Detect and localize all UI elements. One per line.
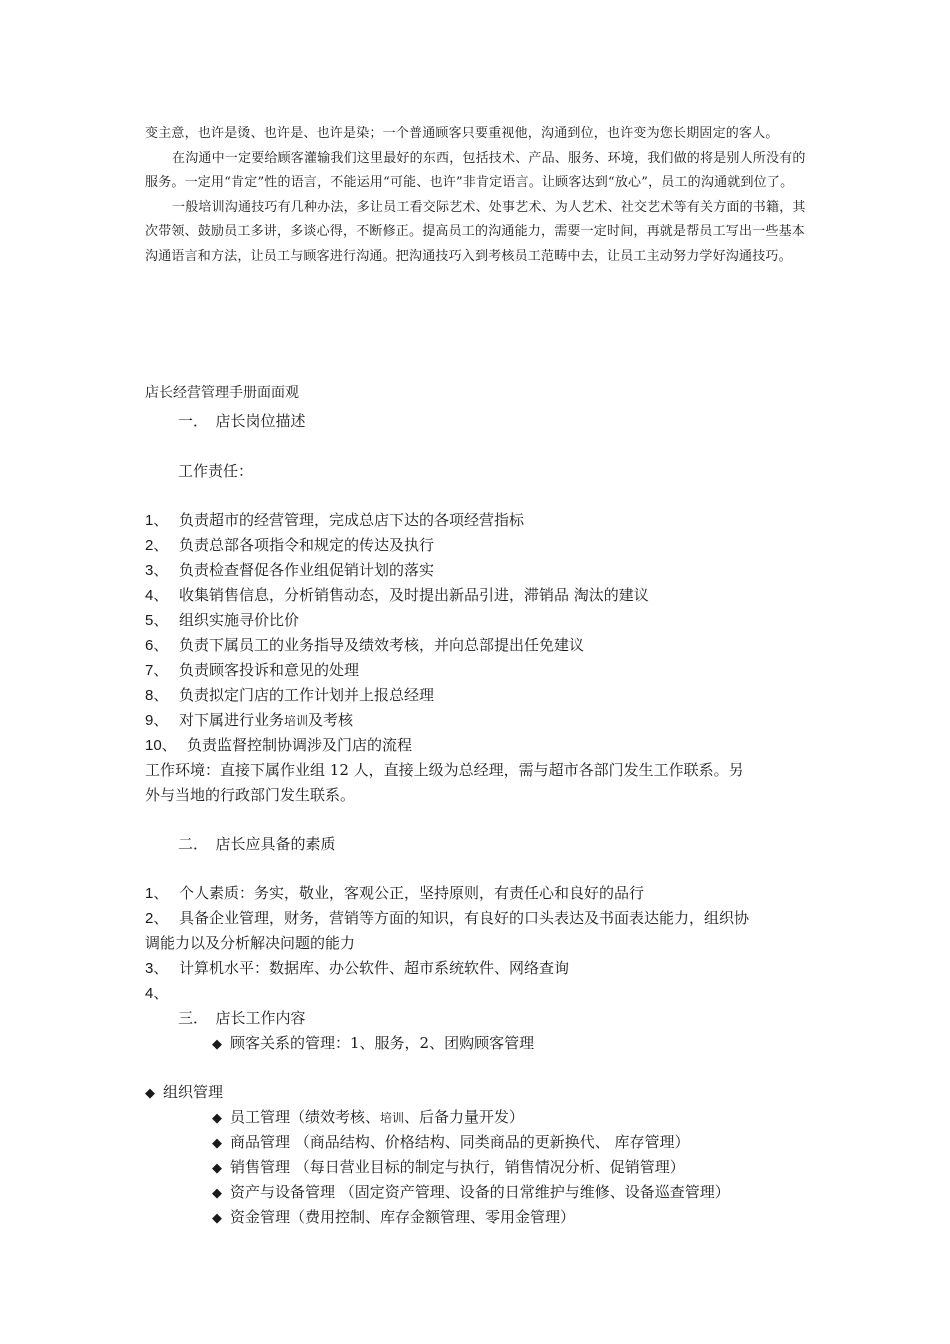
duty-text: 负责拟定门店的工作计划并上报总经理 — [179, 686, 435, 704]
duty-number: 10、 — [145, 737, 177, 754]
duty-text: 负责下属员工的业务指导及绩效考核，并向总部提出任免建议 — [179, 636, 585, 654]
duty-text: 负责超市的经营管理，完成总店下达的各项经营指标 — [179, 511, 525, 529]
duty-text: 负责顾客投诉和意见的处理 — [179, 661, 360, 679]
organization-management-text: 组织管理 — [163, 1083, 224, 1101]
duty-item — [145, 734, 412, 755]
quality-item-continuation — [145, 932, 355, 953]
section-2-heading: 二． 店长应具备的素质 — [178, 835, 336, 853]
diamond-bullet-icon: ◆ — [212, 1111, 222, 1126]
duty-item — [145, 709, 353, 730]
duty-item — [145, 659, 359, 680]
work-environment-line-2: 外与当地的行政部门发生联系。 — [145, 786, 356, 804]
duty-item — [145, 684, 434, 705]
duty-item — [145, 584, 649, 605]
quality-item — [145, 982, 179, 1003]
duty-number: 5、 — [145, 612, 169, 629]
customer-management-item — [212, 1032, 534, 1053]
diamond-bullet-icon: ◆ — [212, 1211, 222, 1226]
org-sub-item — [212, 1156, 685, 1177]
duty-text: 组织实施寻价比价 — [179, 611, 300, 629]
org-sub-item — [212, 1181, 730, 1202]
diamond-bullet-icon: ◆ — [212, 1186, 222, 1201]
org-sub-item — [212, 1131, 690, 1152]
org-sub-item-text: 资金管理（费用控制、库存金额管理、零用金管理） — [230, 1208, 576, 1226]
customer-management-text: 顾客关系的管理：1、服务，2、团购顾客管理 — [230, 1034, 535, 1052]
quality-number: 3、 — [145, 960, 169, 977]
quality-text: 个人素质：务实，敬业，客观公正，坚持原则，有责任心和良好的品行 — [179, 884, 645, 902]
duty-item — [145, 634, 584, 655]
org-sub-item-text: 商品管理 （商品结构、价格结构、同类商品的更新换代、 库存管理） — [230, 1133, 690, 1151]
quality-text: 具备企业管理，财务，营销等方面的知识，有良好的口头表达及书面表达能力，组织协 — [179, 909, 750, 927]
quality-item — [145, 907, 749, 928]
duty-number: 3、 — [145, 562, 169, 579]
organization-management-item — [145, 1081, 223, 1102]
duty-number: 6、 — [145, 637, 169, 654]
diamond-bullet-icon: ◆ — [212, 1136, 222, 1151]
diamond-bullet-icon: ◆ — [212, 1161, 222, 1176]
section-3-heading: 三． 店长工作内容 — [178, 1009, 306, 1027]
duty-number: 8、 — [145, 687, 169, 704]
quality-number: 2、 — [145, 910, 169, 927]
duty-text: 负责总部各项指令和规定的传达及执行 — [179, 536, 435, 554]
quality-item — [145, 957, 569, 978]
duty-text-small: 培训 — [284, 714, 309, 728]
duty-number: 9、 — [145, 712, 169, 729]
section-1-heading: 一． 店长岗位描述 — [178, 412, 306, 430]
duty-text-after: 及考核 — [308, 711, 354, 729]
org-sub-item — [212, 1206, 575, 1227]
duty-text: 负责监督控制协调涉及门店的流程 — [187, 736, 413, 754]
diamond-bullet-icon: ◆ — [145, 1086, 155, 1101]
duty-number: 1、 — [145, 512, 169, 529]
quality-item — [145, 882, 644, 903]
org-sub-item-text: 销售管理 （每日营业目标的制定与执行，销售情况分析、促销管理） — [230, 1158, 685, 1176]
duty-text: 对下属进行业务 — [179, 711, 285, 729]
org-sub-item-text-after: 、后备力量开发） — [404, 1108, 525, 1126]
intro-paragraph-3: 一般培训沟通技巧有几种办法，多让员工看交际艺术、处事艺术、为人艺术、社交艺术等有关方面的书籍，其次带领、鼓励员工多讲，多谈心得，不断修正。提高员工的沟通能力，需要一定时间，再就是帮员工写出一些基本沟通语言和方法，让员工与顾客进行沟通。把沟通技巧入到考核员工范畴中去，让员工主动努力学好沟通技巧。 — [145, 199, 806, 264]
org-sub-item — [212, 1106, 524, 1127]
duty-item — [145, 534, 434, 555]
quality-text: 调能力以及分析解决问题的能力 — [145, 934, 356, 952]
org-sub-item-text-small: 培训 — [380, 1111, 405, 1125]
quality-number: 4、 — [145, 985, 169, 1002]
work-environment-line-1: 工作环境：直接下属作业组 12 人，直接上级为总经理，需与超市各部门发生工作联系。另 — [145, 761, 744, 779]
duty-text: 负责检查督促各作业组促销计划的落实 — [179, 561, 435, 579]
duty-item — [145, 559, 434, 580]
diamond-bullet-icon: ◆ — [212, 1037, 222, 1052]
org-sub-item-text: 资产与设备管理 （固定资产管理、设备的日常维护与维修、设备巡查管理） — [230, 1183, 730, 1201]
quality-text: 计算机水平：数据库、办公软件、超市系统软件、网络查询 — [179, 959, 570, 977]
manual-title: 店长经营管理手册面面观 — [145, 385, 299, 401]
duty-number: 4、 — [145, 587, 169, 604]
intro-paragraph-2: 在沟通中一定要给顾客灌输我们这里最好的东西，包括技术、产品、服务、环境，我们做的将是别人所没有的服务。一定用“肯定”性的语言，不能运用“可能、也许”非肯定语言。让顾客达到“放心”，员工的沟通就到位了。 — [145, 150, 806, 190]
duty-text: 收集销售信息，分析销售动态，及时提出新品引进，滞销品 淘汰的建议 — [179, 586, 649, 604]
org-sub-item-text: 员工管理（绩效考核、 — [230, 1108, 381, 1126]
intro-text — [145, 122, 807, 269]
intro-paragraph-1: 变主意，也许是烫、也许是、也许是染；一个普通顾客只要重视他，沟通到位，也许变为您长期固定的客人。 — [145, 126, 779, 141]
duty-item — [145, 509, 524, 530]
quality-number: 1、 — [145, 885, 169, 902]
duty-item — [145, 609, 299, 630]
duty-number: 7、 — [145, 662, 169, 679]
duties-label: 工作责任： — [178, 462, 254, 480]
duty-number: 2、 — [145, 537, 169, 554]
